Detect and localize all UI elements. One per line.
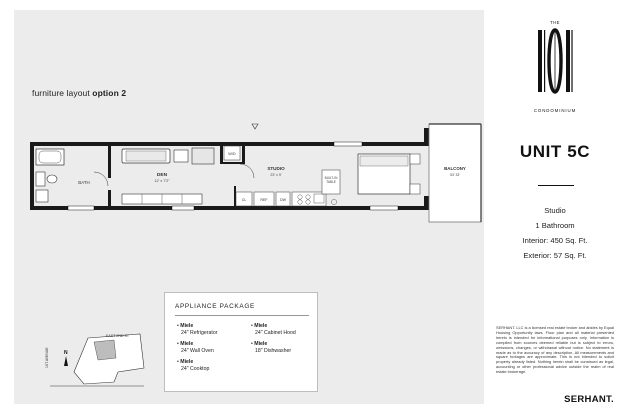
layout-caption-prefix: furniture layout [32, 88, 90, 98]
label-built-in-2: TABLE [326, 180, 336, 184]
key-plan-street: EAST 2ND ST [106, 334, 130, 338]
appliance-item: • Miele 24" Wall Oven [177, 341, 214, 354]
entry-marker-icon [252, 124, 258, 129]
room-label-wd: W/D [228, 152, 236, 156]
label-ref: REF [260, 198, 268, 202]
unit-divider [538, 185, 574, 186]
label-built-in-1: BUILT-IN [324, 176, 338, 180]
plan-panel [14, 10, 484, 404]
label-cl: CL [241, 198, 247, 202]
the-101-logo [536, 16, 574, 106]
room-label-bath: BATH [78, 180, 90, 185]
serhant-logo: SERHANT. [564, 394, 614, 405]
appliance-package-title: APPLIANCE PACKAGE [175, 303, 255, 310]
room-size-balcony: 53' 33' [450, 173, 460, 177]
appliance-item: • Miele 24" Cabinet Hood [251, 323, 296, 336]
appliance-divider [175, 315, 309, 316]
unit-type: Studio [544, 206, 566, 215]
bath-fixtures [36, 149, 108, 202]
legal-disclaimer: SERHANT. LLC is a licensed real estate broker and abides by Equal Housing Opportunity laws. Floor plan and all material presented herein is intended for informational purposes only. Information is compiled from sources deemed reliable but is subject to errors, omissions, changes, or withdrawal without notice. No statement is made as to the accuracy of any description. All measurements and square footages are approximate. This is not intended to solicit property already listed. Nothing herein shall be construed as legal, accounting or other professional advice outside the realm of real estate brokerage. [496, 325, 614, 375]
room-size-studio: 23' x 9' [270, 173, 282, 177]
appliance-item: • Miele 24" Refrigerator [177, 323, 218, 336]
unit-exterior-area: Exterior: 57 Sq. Ft. [523, 251, 587, 260]
den-furniture [122, 148, 214, 204]
unit-interior-area: Interior: 450 Sq. Ft. [522, 236, 588, 245]
appliance-package [164, 292, 318, 392]
unit-bathrooms: 1 Bathroom [535, 221, 575, 230]
logo-condominium: CONDOMINIUM [533, 108, 577, 113]
room-label-studio: STUDIO [267, 166, 285, 171]
appliance-item: • Miele 24" Cooktop [177, 359, 210, 372]
room-label-balcony: BALCONY [444, 166, 466, 171]
key-plan-avenue: 1ST AVENUE [45, 347, 49, 368]
info-panel [484, 10, 626, 404]
room-label-den: DEN [156, 173, 168, 178]
key-plan-north: N [64, 350, 68, 356]
north-arrow-icon [64, 356, 68, 366]
floor-plan [24, 112, 484, 232]
layout-caption [32, 88, 126, 98]
logo-the: THE [550, 20, 560, 25]
key-plan [44, 332, 148, 390]
unit-title: UNIT 5C [519, 142, 591, 161]
room-size-den: 12' x 7'2" [154, 179, 170, 183]
label-dw: DW [280, 198, 286, 202]
bed [358, 154, 420, 194]
appliance-item: • Miele 18" Dishwasher [251, 341, 292, 354]
layout-caption-option: option 2 [92, 88, 127, 98]
unit-location-highlight [94, 340, 116, 360]
